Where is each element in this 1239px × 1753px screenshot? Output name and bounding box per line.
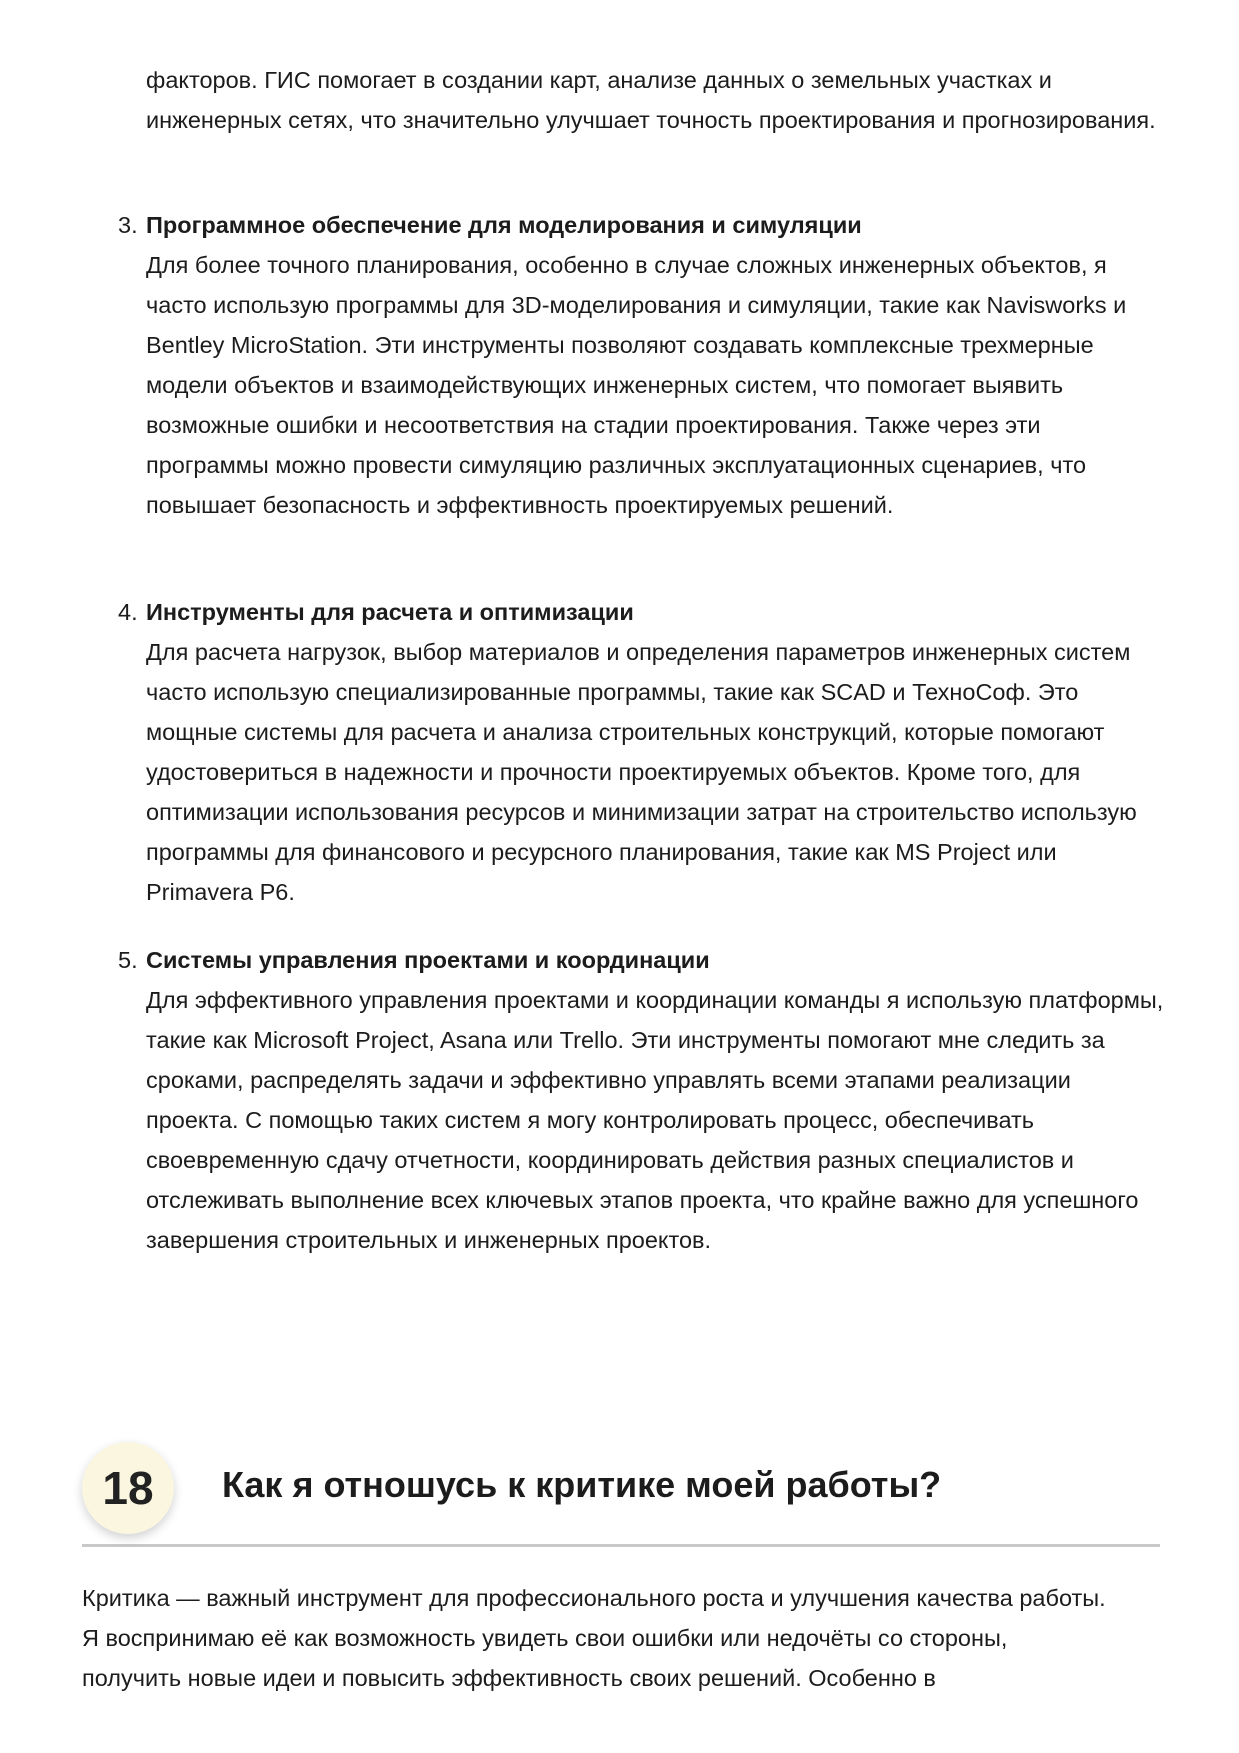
section-number-badge: 18 bbox=[82, 1442, 174, 1534]
list-item-title: Программное обеспечение для моделирования и симуляции bbox=[146, 212, 862, 238]
list-item-title: Инструменты для расчета и оптимизации bbox=[146, 599, 634, 625]
section-title: Как я отношусь к критике моей работы? bbox=[222, 1464, 942, 1505]
list-item-text: Для более точного планирования, особенно в случае сложных инженерных объектов, я часто использую программы для 3D-моделирования и симуляции, такие как Navisworks и Bentley MicroStation. Эти инструменты позволяют создавать комплексные трехмерные модели объектов и взаимодействующих инженерных систем, что помогает выявить возможные ошибки и несоответствия на стадии проектирования. Также через эти программы можно провести симуляцию различных эксплуатационных сценариев, что повышает безопасность и эффективность проектируемых решений. bbox=[146, 252, 1127, 518]
list-item-number: 4. bbox=[118, 599, 138, 625]
list-item-text: Для эффективного управления проектами и координации команды я использую платформы, такие как Microsoft Project, Asana или Trello. Эти инструменты помогают мне следить за сроками, распределять задачи и эффективно управлять всеми этапами реализации проекта. С помощью таких систем я могу контролировать процесс, обеспечивать своевременную сдачу отчетности, координировать действия разных специалистов и отслеживать выполнение всех ключевых этапов проекта, что крайне важно для успешного завершения строительных и инженерных проектов. bbox=[146, 987, 1164, 1253]
list-item-4 bbox=[118, 592, 1166, 912]
list-item-text: Для расчета нагрузок, выбор материалов и определения параметров инженерных систем часто использую специализированные программы, такие как SCAD и ТехноСоф. Это мощные системы для расчета и анализа строительных конструкций, которые помогают удостовериться в надежности и прочности проектируемых объектов. Кроме того, для оптимизации использования ресурсов и минимизации затрат на строительство использую программы для финансового и ресурсного планирования, такие как MS Project или Primavera P6. bbox=[146, 639, 1137, 905]
section-header bbox=[82, 1434, 1160, 1547]
section-body-paragraph: Критика — важный инструмент для профессионального роста и улучшения качества работы. Я воспринимаю её как возможность увидеть свои ошибки или недочёты со стороны, получить новые идеи и повысить эффективность своих решений. Особенно в bbox=[82, 1585, 1106, 1691]
intro-continued-paragraph: факторов. ГИС помогает в создании карт, анализе данных о земельных участках и инженерных сетях, что значительно улучшает точность проектирования и прогнозирования. bbox=[146, 67, 1156, 133]
list-item-number: 3. bbox=[118, 212, 138, 238]
list-item-5 bbox=[118, 940, 1166, 1260]
list-item-number: 5. bbox=[118, 947, 138, 973]
list-item-3 bbox=[118, 205, 1166, 525]
list-item-title: Системы управления проектами и координации bbox=[146, 947, 710, 973]
